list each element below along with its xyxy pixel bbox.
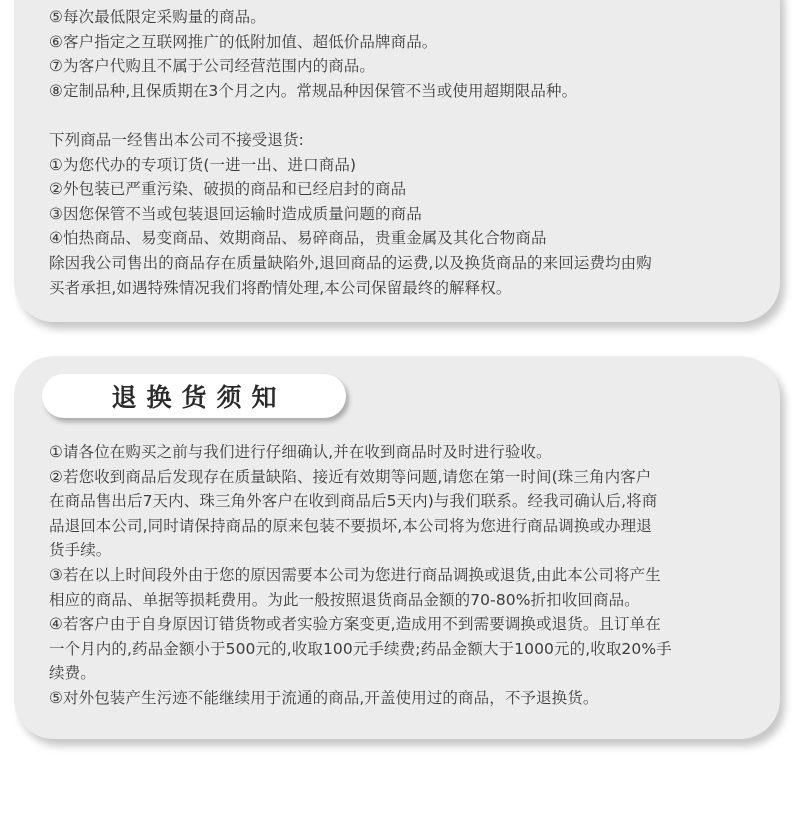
notice-line: 相应的商品、单据等损耗费用。为此一般按照退货商品金额的70-80%折扣收回商品。 (49, 590, 640, 609)
notice-line: 一个月内的,药品金额小于500元的,收取100元手续费;药品金额大于1000元的,收取20%手 (49, 639, 672, 658)
notice-line: 货手续。 (49, 541, 112, 560)
closing-line: 除因我公司售出的商品存在质量缺陷外,退回商品的运费,以及换货商品的来回运费均由购 (49, 253, 652, 272)
no-return-item: ③因您保管不当或包装退回运输时造成质量问题的商品 (49, 204, 422, 223)
closing-line: 买者承担,如遇特殊情况我们将酌情处理,本公司保留最终的解释权。 (49, 278, 512, 297)
spacer (49, 103, 760, 128)
notice-line: ⑤对外包装产生污迹不能继续用于流通的商品,开盖使用过的商品，不予退换货。 (49, 688, 599, 707)
notice-title: 退换货须知 (111, 383, 287, 412)
restriction-item: ⑤每次最低限定采购量的商品。 (49, 8, 266, 26)
restrictions-text (49, 5, 760, 300)
notice-line: ①请各位在购买之前与我们进行仔细确认,并在收到商品时及时进行验收。 (49, 443, 552, 461)
restriction-item: ⑥客户指定之互联网推广的低附加值、超低价品牌商品。 (49, 32, 438, 51)
notice-line: ②若您收到商品后发现存在质量缺陷、接近有效期等问题,请您在第一时间(珠三角内客户 (49, 467, 652, 486)
no-return-item: ②外包装已严重污染、破损的商品和已经启封的商品 (49, 180, 407, 199)
notice-line: 在商品售出后7天内、珠三角外客户在收到商品后5天内)与我们联系。经我司确认后,将商 (49, 492, 658, 511)
notice-title-pill (42, 374, 346, 418)
no-return-item: ④怕热商品、易变商品、效期商品、易碎商品，贵重金属及其化合物商品 (49, 229, 547, 248)
no-return-item: ①为您代办的专项订货(一进一出、进口商品) (49, 155, 357, 174)
notice-line: 品退回本公司,同时请保持商品的原来包装不要损坏,本公司将为您进行商品调换或办理退 (49, 516, 652, 535)
notice-line: ③若在以上时间段外由于您的原因需要本公司为您进行商品调换或退货,由此本公司将产生 (49, 565, 661, 584)
no-return-heading: 下列商品一经售出本公司不接受退货: (49, 130, 304, 149)
notice-card (14, 356, 780, 739)
restriction-item: ⑦为客户代购且不属于公司经营范围内的商品。 (49, 57, 375, 76)
restrictions-card (14, 0, 780, 322)
restriction-item: ⑧定制品种,且保质期在3个月之内。常规品种因保管不当或使用超期限品种。 (49, 81, 578, 100)
notice-line: 续费。 (49, 664, 96, 683)
notice-line: ④若客户由于自身原因订错货物或者实验方案变更,造成用不到需要调换或退货。且订单在 (49, 615, 661, 634)
notice-text (49, 440, 760, 711)
